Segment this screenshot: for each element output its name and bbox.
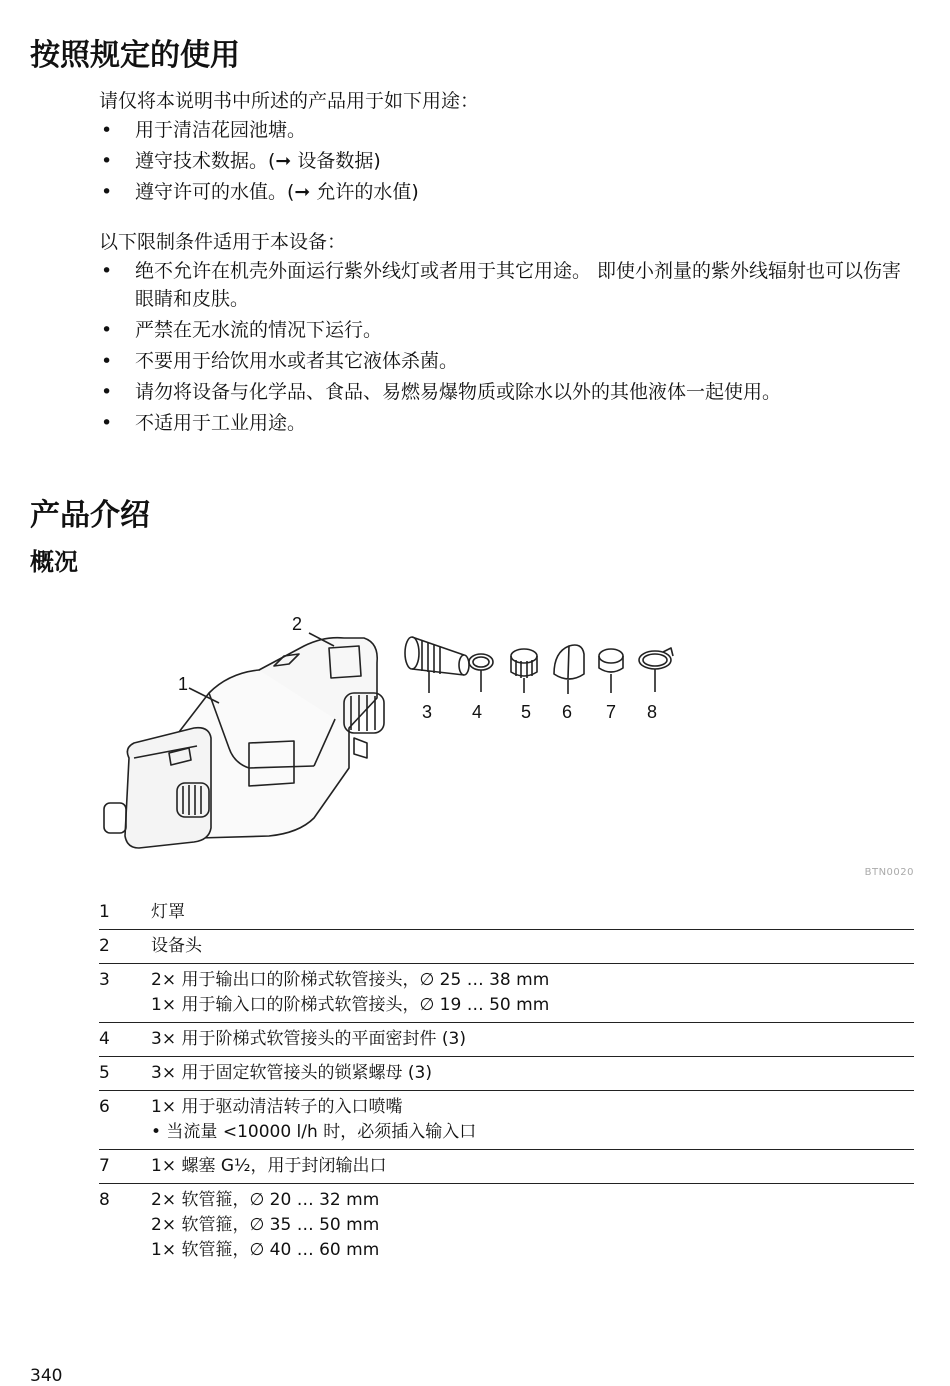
figure-code: BTN0020	[864, 867, 914, 878]
legend-line: 2× 软管箍，∅ 35 … 50 mm	[151, 1215, 380, 1235]
section-title-product-intro: 产品介绍	[30, 498, 150, 533]
legend-table	[99, 896, 914, 1267]
legend-description	[151, 1150, 914, 1184]
legend-line: 1× 软管箍，∅ 40 … 60 mm	[151, 1240, 380, 1260]
legend-description	[151, 896, 914, 930]
legend-description	[151, 1023, 914, 1057]
list-item: • 绝不允许在机壳外面运行紫外线灯或者用于其它用途。 即使小剂量的紫外线辐射也可以伤害眼睛和皮肤。	[99, 257, 909, 313]
legend-line: 3× 用于阶梯式软管接头的平面密封件 (3)	[151, 1029, 466, 1049]
table-row	[99, 1091, 914, 1150]
legend-line: 灯罩	[151, 902, 185, 922]
legend-line: 设备头	[151, 936, 202, 956]
section-title-intended-use: 按照规定的使用	[30, 38, 240, 73]
legend-line: 2× 用于输出口的阶梯式软管接头，∅ 25 … 38 mm	[151, 970, 550, 990]
table-row	[99, 896, 914, 930]
figure-label-6: 6	[562, 702, 573, 722]
list-item: • 用于清洁花园池塘。	[99, 116, 909, 144]
legend-description	[151, 964, 914, 1023]
table-row	[99, 1150, 914, 1184]
legend-number: 5	[99, 1063, 110, 1083]
intended-use-intro: 请仅将本说明书中所述的产品用于如下用途：	[99, 90, 480, 112]
figure-label-7: 7	[606, 702, 617, 722]
product-illustration	[99, 608, 914, 878]
legend-number: 7	[99, 1156, 110, 1176]
figure-label-3: 3	[422, 702, 433, 722]
legend-number: 8	[99, 1190, 110, 1210]
restrictions-list	[99, 257, 909, 440]
list-item: • 请勿将设备与化学品、食品、易燃易爆物质或除水以外的其他液体一起使用。	[99, 378, 909, 406]
legend-line: • 当流量 <10000 l/h 时，必须插入输入口	[151, 1122, 477, 1142]
figure-label-4: 4	[472, 702, 483, 722]
page-number: 340	[30, 1366, 63, 1386]
legend-line: 2× 软管箍，∅ 20 … 32 mm	[151, 1190, 380, 1210]
legend-description	[151, 1091, 914, 1150]
legend-number: 4	[99, 1029, 110, 1049]
list-item: • 遵守技术数据。(➞ 设备数据)	[99, 147, 909, 175]
list-item: • 不要用于给饮用水或者其它液体杀菌。	[99, 347, 909, 375]
intended-use-list	[99, 116, 909, 209]
legend-number: 2	[99, 936, 110, 956]
legend-description	[151, 1184, 914, 1268]
legend-number: 6	[99, 1097, 110, 1117]
figure-label-5: 5	[521, 702, 532, 722]
list-item: • 严禁在无水流的情况下运行。	[99, 316, 909, 344]
table-row	[99, 1057, 914, 1091]
table-row	[99, 964, 914, 1023]
legend-line: 1× 用于输入口的阶梯式软管接头，∅ 19 … 50 mm	[151, 995, 550, 1015]
legend-number: 1	[99, 902, 110, 922]
legend-line: 1× 用于驱动清洁转子的入口喷嘴	[151, 1097, 403, 1117]
figure-label-2: 2	[292, 614, 303, 634]
figure-label-8: 8	[647, 702, 658, 722]
list-item: • 遵守许可的水值。(➞ 允许的水值)	[99, 178, 909, 206]
table-row	[99, 1023, 914, 1057]
legend-line: 3× 用于固定软管接头的锁紧螺母 (3)	[151, 1063, 432, 1083]
section-subtitle-overview: 概况	[30, 548, 78, 576]
legend-number: 3	[99, 970, 110, 990]
legend-description	[151, 930, 914, 964]
table-row	[99, 1184, 914, 1268]
restrictions-intro: 以下限制条件适用于本设备：	[99, 231, 347, 253]
figure-label-1: 1	[178, 674, 189, 694]
legend-line: 1× 螺塞 G½，用于封闭输出口	[151, 1156, 387, 1176]
legend-description	[151, 1057, 914, 1091]
device-drawing	[99, 608, 914, 878]
list-item: • 不适用于工业用途。	[99, 409, 909, 437]
table-row	[99, 930, 914, 964]
